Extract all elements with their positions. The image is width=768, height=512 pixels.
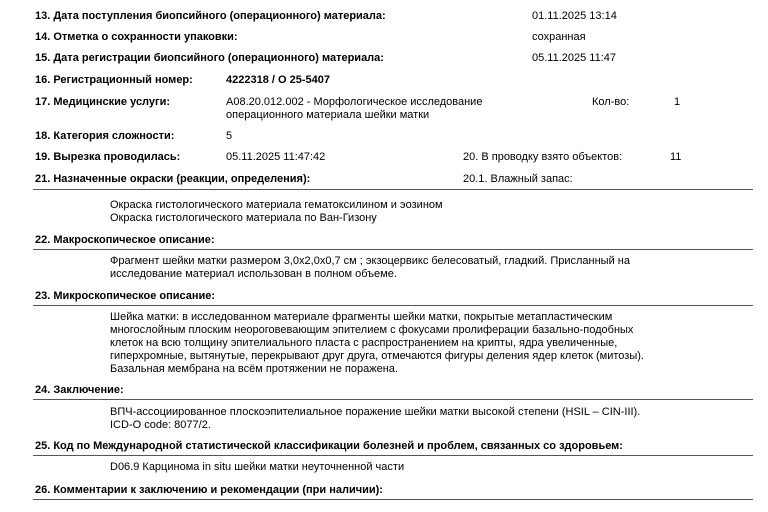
field-14-value: сохранная — [532, 31, 586, 43]
registration-number: 4222318 / О 25-5407 — [226, 74, 330, 86]
quantity-value: 1 — [674, 96, 681, 108]
divider — [33, 399, 753, 400]
field-18-value: 5 — [226, 130, 233, 142]
divider — [33, 499, 753, 500]
field-22-label: 22. Макроскопическое описание: — [35, 234, 215, 246]
divider — [33, 305, 753, 306]
microscopic-line: Базальная мембрана на всём протяжении не поражена. — [110, 363, 398, 375]
field-19-label: 19. Вырезка проводилась: — [35, 151, 181, 163]
microscopic-line: гиперхромные, вытянутые, перекрывают друг друга, отмечаются фигуры деления ядер клеток (митозы). — [110, 350, 644, 362]
field-13-value: 01.11.2025 13:14 — [532, 10, 617, 22]
field-17-label: 17. Медицинские услуги: — [35, 96, 171, 108]
divider — [33, 455, 753, 456]
quantity-label: Кол-во: — [592, 96, 630, 108]
field-16-label: 16. Регистрационный номер: — [35, 74, 193, 86]
field-15-value: 05.11.2025 11:47 — [532, 52, 617, 64]
macroscopic-line: Фрагмент шейки матки размером 3,0х2,0х0,7 см ; экзоцервикс белесоватый, гладкий. Присланный на — [110, 255, 630, 267]
field-24-label: 24. Заключение: — [35, 384, 124, 396]
field-25-label: 25. Код по Международной статистической классификации болезней и проблем, связанных со здоровьем: — [35, 440, 623, 452]
microscopic-line: клеток на всю толщину эпителиального пласта с распространением на крипты, ядра увеличенные, — [110, 337, 618, 349]
microscopic-line: Шейка матки: в исследованном материале фрагменты шейки матки, покрытые метапластическим — [110, 311, 613, 323]
conclusion-line: ICD-O code: 8077/2. — [110, 419, 211, 431]
field-21-label: 21. Назначенные окраски (реакции, определения): — [35, 173, 311, 185]
field-13-label: 13. Дата поступления биопсийного (операционного) материала: — [35, 10, 386, 22]
stain-item: Окраска гистологического материала гематоксилином и эозином — [110, 199, 443, 211]
field-26-label: 26. Комментарии к заключению и рекомендации (при наличии): — [35, 484, 383, 496]
field-23-label: 23. Микроскопическое описание: — [35, 290, 216, 302]
field-20-value: 11 — [670, 151, 682, 163]
microscopic-line: многослойным плоским неороговевающим эпителием с фокусами пролиферации базально-подобных — [110, 324, 634, 336]
divider — [33, 249, 753, 250]
icd-code: D06.9 Карцинома in situ шейки матки неуточненной части — [110, 461, 405, 473]
conclusion-line: ВПЧ-ассоциированное плоскоэпителиальное поражение шейки матки высокой степени (HSIL – CIN-III). — [110, 406, 641, 418]
field-18-label: 18. Категория сложности: — [35, 130, 175, 142]
service-line-2: операционного материала шейки матки — [226, 109, 430, 121]
service-line-1: A08.20.012.002 - Морфологическое исследование — [226, 96, 483, 108]
macroscopic-line: исследование материал использован в полном объеме. — [110, 268, 397, 280]
field-20-label: 20. В проводку взято объектов: — [463, 151, 623, 163]
field-15-label: 15. Дата регистрации биопсийного (операционного) материала: — [35, 52, 384, 64]
field-19-value: 05.11.2025 11:47:42 — [226, 151, 326, 163]
stain-item: Окраска гистологического материала по Ван-Гизону — [110, 212, 377, 224]
field-14-label: 14. Отметка о сохранности упаковки: — [35, 31, 238, 43]
divider — [33, 189, 753, 190]
wet-reserve-label: 20.1. Влажный запас: — [463, 173, 573, 185]
